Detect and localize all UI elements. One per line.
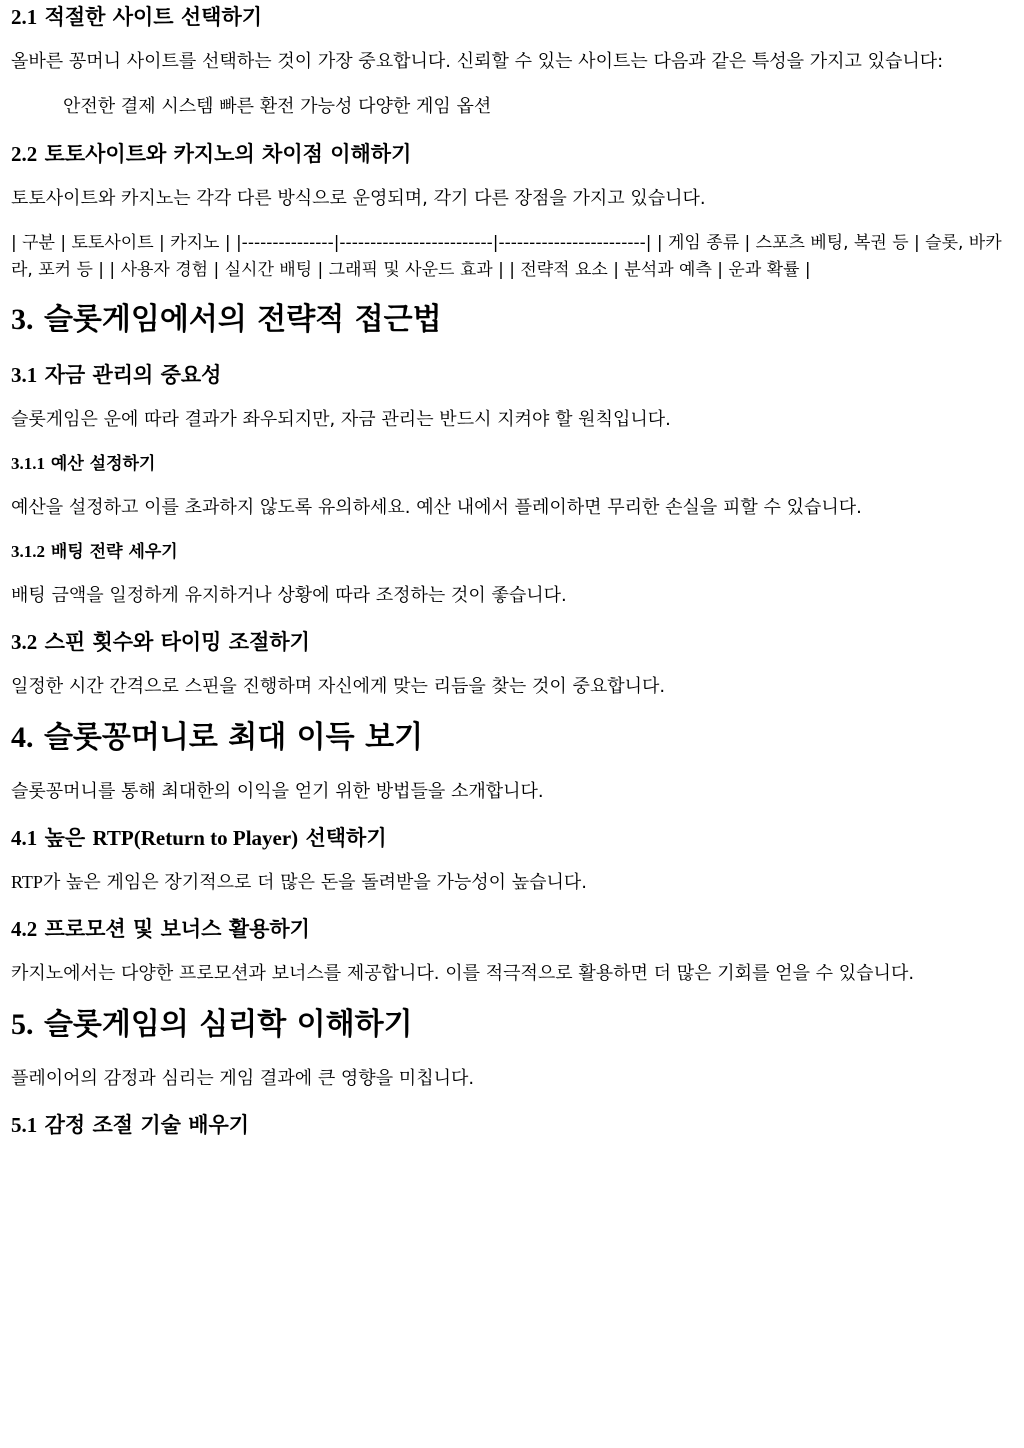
paragraph-3-1: 슬롯게임은 운에 따라 결과가 좌우되지만, 자금 관리는 반드시 지켜야 할 원칙입니다. bbox=[11, 409, 671, 430]
heading-4-1 bbox=[11, 823, 1012, 853]
heading-text: 토토사이트와 카지노의 차이점 이해하기 bbox=[44, 142, 412, 166]
heading-3-1 bbox=[11, 360, 1012, 390]
heading-text: 슬롯게임에서의 전략적 접근법 bbox=[43, 302, 442, 337]
heading-number: 3.1 bbox=[11, 363, 38, 387]
heading-5-1 bbox=[11, 1110, 1012, 1140]
raw-markdown-table: | 구분 | 토토사이트 | 카지노 | |---------------|-------------------------|------------------------| | 게임 종류 | 스포츠 베팅, 복권 등 | 슬롯, 바카라, 포커 등 | | 사용자 경험 | 실시간 배팅 | 그래픽 및 사운드 효과 | | 전략적 요소 | 분석과 예측 | 운과 확률 | bbox=[11, 233, 1002, 280]
heading-text-suffix: 선택하기 bbox=[305, 826, 387, 850]
heading-4 bbox=[11, 718, 1012, 758]
heading-text-prefix: 높은 bbox=[44, 826, 86, 850]
paragraph-4-2: 카지노에서는 다양한 프로모션과 보너스를 제공합니다. 이를 적극적으로 활용하면 더 많은 기회를 얻을 수 있습니다. bbox=[11, 963, 915, 984]
heading-text: 슬롯게임의 심리학 이해하기 bbox=[43, 1007, 413, 1042]
paragraph-2-1: 올바른 꽁머니 사이트를 선택하는 것이 가장 중요합니다. 신뢰할 수 있는 사이트는 다음과 같은 특성을 가지고 있습니다: bbox=[11, 51, 944, 72]
paragraph-4: 슬롯꽁머니를 통해 최대한의 이익을 얻기 위한 방법들을 소개합니다. bbox=[11, 781, 544, 802]
heading-text: 슬롯꽁머니로 최대 이득 보기 bbox=[43, 720, 424, 755]
rtp-abbrev: RTP bbox=[11, 872, 43, 892]
paragraph-3-1-2: 배팅 금액을 일정하게 유지하거나 상황에 따라 조정하는 것이 좋습니다. bbox=[11, 585, 567, 606]
heading-3-1-2 bbox=[11, 539, 1012, 565]
heading-text: 자금 관리의 중요성 bbox=[44, 363, 222, 387]
heading-number: 4. bbox=[11, 721, 34, 754]
heading-text-latin: RTP(Return to Player) bbox=[92, 826, 299, 850]
heading-text: 예산 설정하기 bbox=[50, 454, 156, 474]
heading-text: 감정 조절 기술 배우기 bbox=[44, 1113, 250, 1137]
heading-number: 5.1 bbox=[11, 1113, 38, 1137]
heading-2-2 bbox=[11, 139, 1012, 169]
heading-number: 2.1 bbox=[11, 5, 38, 29]
heading-5 bbox=[11, 1005, 1012, 1045]
heading-3 bbox=[11, 300, 1012, 340]
heading-text: 배팅 전략 세우기 bbox=[50, 542, 178, 562]
heading-number: 3.1.2 bbox=[11, 542, 45, 561]
heading-2-1 bbox=[11, 2, 1012, 32]
blockquote-site-features: 안전한 결제 시스템 빠른 환전 가능성 다양한 게임 옵션 bbox=[63, 96, 492, 117]
heading-number: 4.1 bbox=[11, 826, 38, 850]
heading-number: 3. bbox=[11, 303, 34, 336]
heading-text: 스핀 횟수와 타이밍 조절하기 bbox=[44, 630, 310, 654]
heading-text: 프로모션 및 보너스 활용하기 bbox=[44, 917, 310, 941]
heading-number: 2.2 bbox=[11, 142, 38, 166]
heading-number: 4.2 bbox=[11, 917, 38, 941]
paragraph-3-2: 일정한 시간 간격으로 스핀을 진행하며 자신에게 맞는 리듬을 찾는 것이 중요합니다. bbox=[11, 676, 666, 697]
heading-3-1-1 bbox=[11, 451, 1012, 477]
heading-number: 5. bbox=[11, 1008, 34, 1041]
document-page bbox=[0, 2, 1024, 1140]
paragraph-3-1-1: 예산을 설정하고 이를 초과하지 않도록 유의하세요. 예산 내에서 플레이하면 무리한 손실을 피할 수 있습니다. bbox=[11, 497, 862, 518]
paragraph-2-2: 토토사이트와 카지노는 각각 다른 방식으로 운영되며, 각기 다른 장점을 가지고 있습니다. bbox=[11, 188, 706, 209]
heading-3-2 bbox=[11, 627, 1012, 657]
heading-number: 3.1.1 bbox=[11, 454, 45, 473]
heading-text: 적절한 사이트 선택하기 bbox=[44, 5, 263, 29]
paragraph-4-1 bbox=[11, 869, 1012, 896]
heading-number: 3.2 bbox=[11, 630, 38, 654]
paragraph-text: 가 높은 게임은 장기적으로 더 많은 돈을 돌려받을 가능성이 높습니다. bbox=[42, 872, 588, 893]
paragraph-5: 플레이어의 감정과 심리는 게임 결과에 큰 영향을 미칩니다. bbox=[11, 1068, 475, 1089]
heading-4-2 bbox=[11, 914, 1012, 944]
